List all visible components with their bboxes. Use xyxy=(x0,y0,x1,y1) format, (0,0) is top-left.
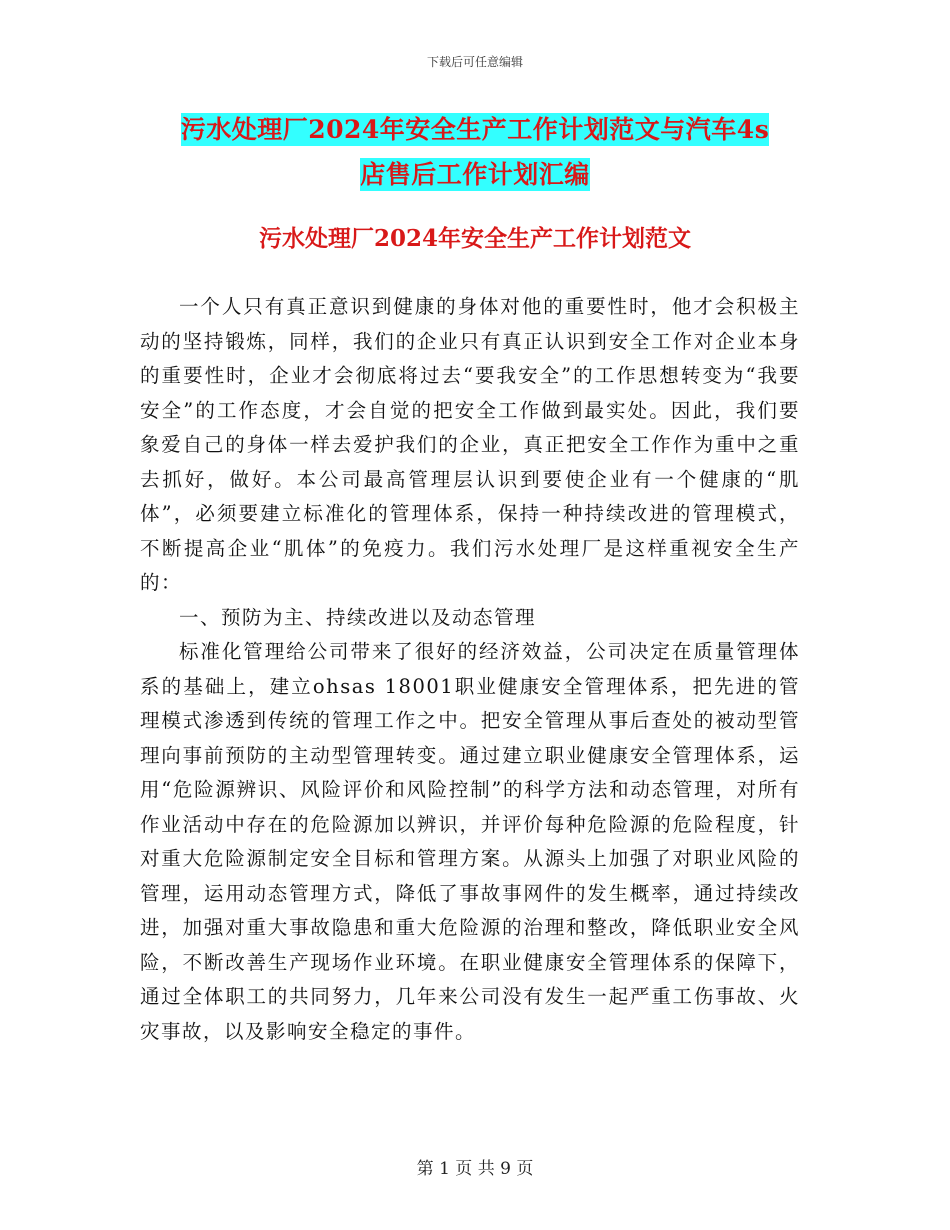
title-line-1-text: 污水处理厂2024年安全生产工作计划范文与汽车4s xyxy=(180,115,770,144)
paragraph-section-1: 标准化管理给公司带来了很好的经济效益，公司决定在质量管理体系的基础上，建立ohsas 18001职业健康安全管理体系，把先进的管理模式渗透到传统的管理工作之中。把安全管理从事后查处的被动型管理向事前预防的主动型管理转变。通过建立职业健康安全管理体系，运用“危险源辨识、风险评价和风险控制”的科学方法和动态管理，对所有作业活动中存在的危险源加以辨识，并评价每种危险源的危险程度，针对重大危险源制定安全目标和管理方案。从源头上加强了对职业风险的管理，运用动态管理方式，降低了事故事网件的发生概率，通过持续改进，加强对重大事故隐患和重大危险源的治理和整改，降低职业安全风险，不断改善生产现场作业环境。在职业健康安全管理体系的保障下，通过全体职工的共同努力，几年来公司没有发生一起严重工伤事故、火灾事故，以及影响安全稳定的事件。 xyxy=(140,640,800,1043)
page-number: 第 1 页 共 9 页 xyxy=(416,1159,534,1179)
header-note: 下载后可任意编辑 xyxy=(426,55,523,69)
document-title-line-1 xyxy=(0,110,950,146)
document-body xyxy=(140,290,800,1049)
title-line-2-text: 店售后工作计划汇编 xyxy=(360,160,590,189)
section-heading-1: 一、预防为主、持续改进以及动态管理 xyxy=(179,605,537,629)
section-title: 污水处理厂2024年安全生产工作计划范文 xyxy=(258,225,691,252)
document-title-line-2 xyxy=(0,155,950,191)
paragraph-intro: 一个人只有真正意识到健康的身体对他的重要性时，他才会积极主动的坚持锻炼，同样，我们的企业只有真正认识到安全工作对企业本身的重要性时，企业才会彻底将过去“要我安全”的工作思想转变为“我要安全”的工作态度，才会自觉的把安全工作做到最实处。因此，我们要象爱自己的身体一样去爱护我们的企业，真正把安全工作作为重中之重去抓好，做好。本公司最高管理层认识到要使企业有一个健康的“肌体”，必须要建立标准化的管理体系，保持一种持续改进的管理模式，不断提高企业“肌体”的免疫力。我们污水处理厂是这样重视安全生产的： xyxy=(140,295,800,594)
